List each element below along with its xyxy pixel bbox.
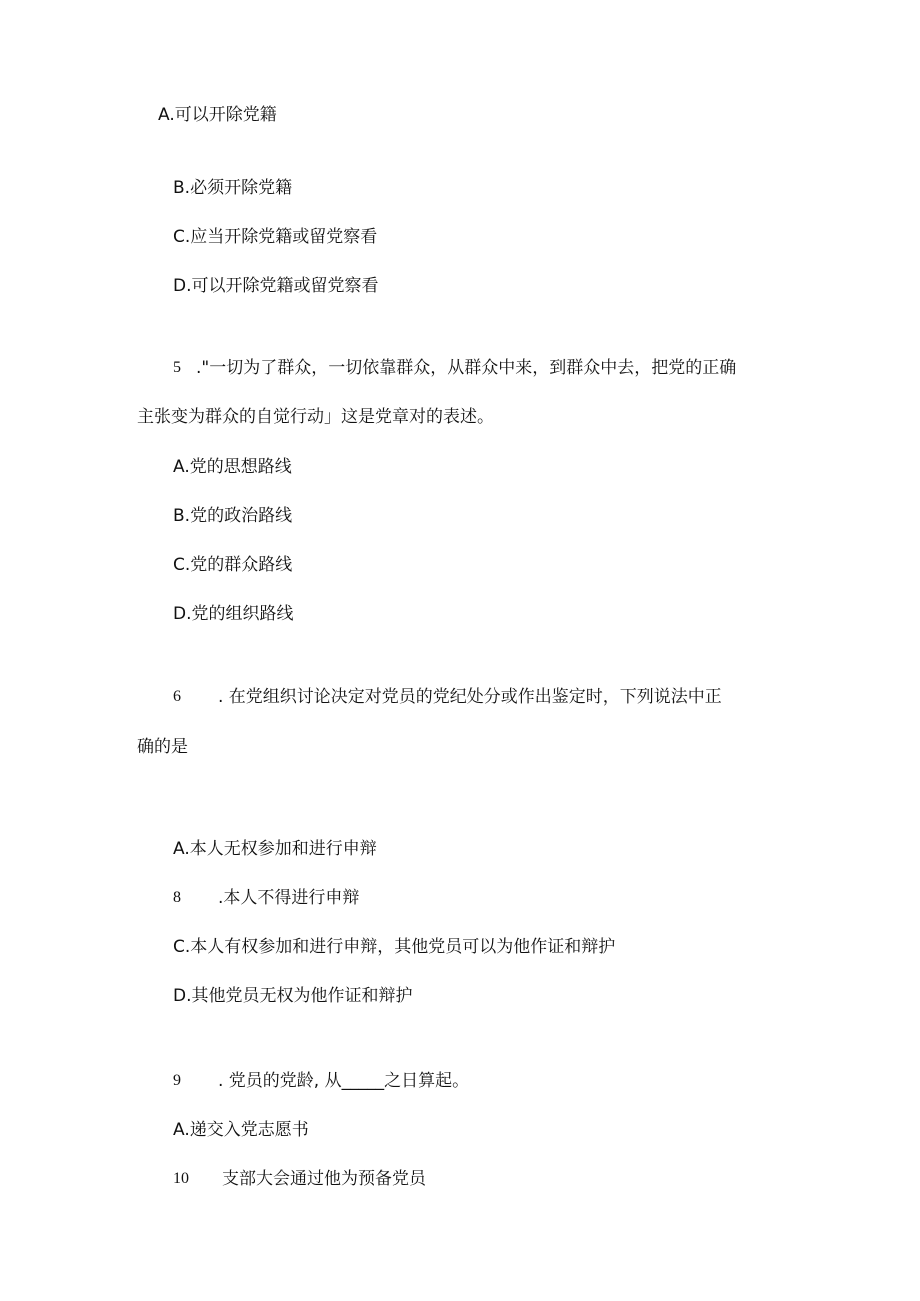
q9-option-b: [222, 1168, 426, 1190]
q4-option-a-text: A.可以开除党籍: [158, 105, 277, 125]
q5-option-b: [173, 505, 292, 527]
q9-stem-line1-text: . 党员的党龄, 从_____之日算起。: [218, 1071, 470, 1091]
q6-option-d-text: D.其他党员无权为他作证和辩护: [173, 986, 413, 1006]
q9-option-b-text: 支部大会通过他为预备党员: [222, 1169, 426, 1189]
q9-number: 9: [173, 1072, 181, 1089]
q9-stem-line1: [218, 1070, 469, 1092]
q4-option-b-text: B.必须开除党籍: [173, 178, 293, 198]
q6-option-b: [218, 887, 359, 909]
q5-option-a: [173, 456, 292, 478]
q5-option-c: [173, 554, 292, 576]
q5-stem-line2: [137, 406, 494, 428]
q4-option-a: [158, 104, 277, 126]
q9-option-b-number: 10: [173, 1170, 189, 1187]
q9-option-a-text: A.递交入党志愿书: [173, 1120, 309, 1140]
q4-option-c: [173, 226, 377, 248]
q5-option-c-text: C.党的群众路线: [173, 555, 293, 575]
q4-option-d: [173, 275, 379, 297]
q5-stem-line1-text: ."一切为了群众，一切依靠群众，从群众中来，到群众中去，把党的正确: [196, 358, 737, 378]
q5-stem-line1: [196, 357, 736, 379]
q6-option-b-number: 8: [173, 889, 181, 906]
q6-number: 6: [173, 688, 181, 705]
q6-option-a-text: A.本人无权参加和进行申辩: [173, 839, 377, 859]
q6-option-c-text: C.本人有权参加和进行申辩，其他党员可以为他作证和辩护: [173, 937, 616, 957]
q6-stem-line2-text: 确的是: [137, 737, 188, 757]
q4-option-d-text: D.可以开除党籍或留党察看: [173, 276, 379, 296]
q5-option-d-text: D.党的组织路线: [173, 604, 294, 624]
q6-stem-line1: [218, 686, 722, 708]
q6-stem-line1-text: . 在党组织讨论决定对党员的党纪处分或作出鉴定时，下列说法中正: [218, 687, 722, 707]
q6-option-a: [173, 838, 377, 860]
q5-option-b-text: B.党的政治路线: [173, 506, 293, 526]
q5-option-a-text: A.党的思想路线: [173, 457, 292, 477]
q4-option-b: [173, 177, 292, 199]
q5-stem-line2-text: 主张变为群众的自觉行动」这是党章对的表述。: [137, 407, 494, 427]
q9-option-a: [173, 1119, 309, 1141]
q6-option-c: [173, 936, 615, 958]
q6-option-d: [173, 985, 413, 1007]
q5-option-d: [173, 603, 294, 625]
q5-number: 5: [173, 359, 181, 376]
q4-option-c-text: C.应当开除党籍或留党察看: [173, 227, 378, 247]
q6-stem-line2: [137, 736, 188, 758]
q6-option-b-text: .本人不得进行申辩: [218, 888, 360, 908]
